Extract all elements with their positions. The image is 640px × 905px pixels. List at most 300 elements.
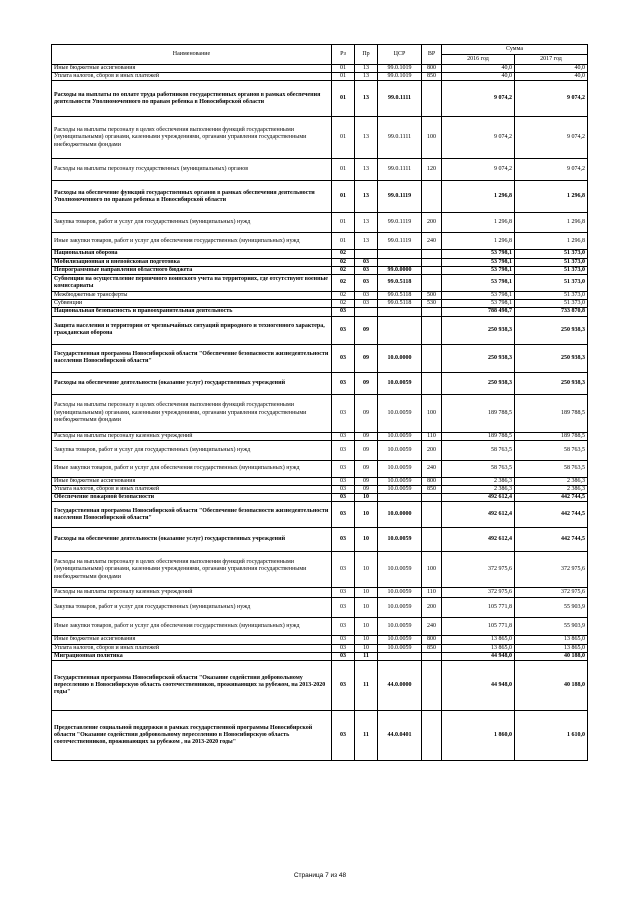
cell-vr	[422, 711, 442, 761]
cell-pr: 13	[355, 65, 378, 73]
table-row	[52, 618, 588, 636]
cell-vr: 530	[422, 300, 442, 308]
cell-csr: 99.0.1111	[378, 81, 422, 117]
table-row	[52, 552, 588, 588]
cell-sum-2017: 372 975,6	[515, 588, 588, 598]
header-year-2017: 2017 год	[515, 55, 588, 65]
cell-sum-2016: 53 798,1	[442, 266, 515, 274]
cell-vr	[422, 652, 442, 660]
cell-rz: 03	[332, 636, 355, 644]
cell-sum-2017: 51 373,0	[515, 275, 588, 292]
cell-pr: 13	[355, 73, 378, 81]
cell-sum-2016: 492 612,4	[442, 502, 515, 528]
budget-table-container	[51, 44, 587, 761]
header-name: Наименование	[52, 45, 332, 65]
cell-vr: 850	[422, 486, 442, 494]
cell-csr	[378, 250, 422, 258]
cell-sum-2017: 1 610,0	[515, 711, 588, 761]
cell-name: Государственная программа Новосибирской области "Обеспечение безопасности жизнедеятельности населения Новосибирской области"	[52, 344, 332, 372]
cell-sum-2016: 1 860,0	[442, 711, 515, 761]
cell-rz: 03	[332, 644, 355, 652]
cell-csr: 99.0.5118	[378, 300, 422, 308]
cell-sum-2017: 1 296,8	[515, 213, 588, 233]
cell-rz: 03	[332, 528, 355, 552]
cell-vr: 120	[422, 159, 442, 181]
page-number: Страница 7 из 48	[293, 872, 347, 879]
cell-rz: 02	[332, 275, 355, 292]
cell-sum-2017: 13 865,0	[515, 644, 588, 652]
cell-vr	[422, 81, 442, 117]
cell-csr: 10.0.0059	[378, 644, 422, 652]
cell-rz: 03	[332, 316, 355, 344]
cell-rz: 03	[332, 432, 355, 440]
cell-pr: 09	[355, 432, 378, 440]
cell-rz: 03	[332, 394, 355, 432]
cell-name: Закупка товаров, работ и услуг для государственных (муниципальных) нужд	[52, 440, 332, 460]
cell-sum-2016: 2 386,3	[442, 477, 515, 485]
cell-sum-2017: 1 296,8	[515, 233, 588, 250]
cell-sum-2016: 372 975,6	[442, 588, 515, 598]
cell-sum-2016: 189 788,5	[442, 432, 515, 440]
header-pr: Пр	[355, 45, 378, 65]
table-row	[52, 432, 588, 440]
cell-pr: 03	[355, 300, 378, 308]
cell-sum-2017: 250 938,3	[515, 344, 588, 372]
cell-name: Иные бюджетные ассигнования	[52, 477, 332, 485]
cell-csr: 99.0.1111	[378, 159, 422, 181]
cell-name: Предоставление социальной поддержки в рамках государственной программы Новосибирской области "Оказание содействия добровольному переселению в Новосибирскую область соотечественников, проживающих за рубежом , на 2013-2020 годы"	[52, 711, 332, 761]
header-sum: Сумма	[442, 45, 588, 55]
cell-sum-2016: 250 938,3	[442, 344, 515, 372]
cell-csr: 99.0.0000	[378, 266, 422, 274]
table-row	[52, 308, 588, 316]
cell-name: Расходы на выплаты по оплате труда работников государственных органов в рамках обеспечения деятельности Уполномоченного по правам ребенка в Новосибирской области	[52, 81, 332, 117]
table-row	[52, 181, 588, 213]
cell-rz: 01	[332, 181, 355, 213]
cell-sum-2017: 40 188,0	[515, 652, 588, 660]
cell-rz: 03	[332, 711, 355, 761]
cell-csr: 10.0.0059	[378, 528, 422, 552]
cell-rz: 03	[332, 308, 355, 316]
cell-csr: 10.0.0059	[378, 440, 422, 460]
cell-sum-2016: 105 771,8	[442, 618, 515, 636]
cell-sum-2016: 53 798,1	[442, 300, 515, 308]
cell-name: Расходы на выплаты персоналу казенных учреждений	[52, 432, 332, 440]
cell-sum-2016: 53 798,1	[442, 250, 515, 258]
cell-sum-2016: 492 612,4	[442, 494, 515, 502]
cell-rz: 02	[332, 258, 355, 266]
cell-rz: 03	[332, 460, 355, 477]
cell-csr	[378, 652, 422, 660]
table-row	[52, 711, 588, 761]
table-row	[52, 477, 588, 485]
table-row	[52, 81, 588, 117]
cell-sum-2017: 51 373,0	[515, 250, 588, 258]
cell-pr: 03	[355, 258, 378, 266]
cell-sum-2017: 51 373,0	[515, 258, 588, 266]
cell-name: Расходы на выплаты персоналу в целях обеспечения выполнения функций государственными (муниципальными) органами, казенными учреждениями, органами управления государственными внебюджетными фондами	[52, 552, 332, 588]
cell-sum-2017: 9 074,2	[515, 159, 588, 181]
cell-csr: 99.0.1119	[378, 233, 422, 250]
cell-rz: 03	[332, 344, 355, 372]
cell-rz: 02	[332, 292, 355, 300]
cell-pr: 10	[355, 502, 378, 528]
cell-name: Обеспечение пожарной безопасности	[52, 494, 332, 502]
cell-sum-2016: 58 763,5	[442, 440, 515, 460]
cell-vr: 200	[422, 598, 442, 618]
cell-vr: 200	[422, 440, 442, 460]
cell-pr: 13	[355, 81, 378, 117]
cell-csr: 10.0.0000	[378, 502, 422, 528]
cell-sum-2016: 58 763,5	[442, 460, 515, 477]
cell-pr: 09	[355, 316, 378, 344]
cell-vr: 240	[422, 460, 442, 477]
cell-sum-2016: 372 975,6	[442, 552, 515, 588]
cell-name: Иные бюджетные ассигнования	[52, 636, 332, 644]
table-row	[52, 394, 588, 432]
cell-sum-2016: 1 296,8	[442, 213, 515, 233]
cell-name: Государственная программа Новосибирской области "Обеспечение безопасности жизнедеятельности населения Новосибирской области"	[52, 502, 332, 528]
cell-vr: 240	[422, 233, 442, 250]
cell-csr: 99.0.1119	[378, 181, 422, 213]
cell-vr: 500	[422, 292, 442, 300]
cell-sum-2016: 53 798,1	[442, 292, 515, 300]
table-row	[52, 73, 588, 81]
cell-rz: 01	[332, 81, 355, 117]
cell-pr: 09	[355, 372, 378, 394]
cell-sum-2017: 189 788,5	[515, 432, 588, 440]
cell-name: Закупка товаров, работ и услуг для государственных (муниципальных) нужд	[52, 213, 332, 233]
cell-sum-2016: 13 865,0	[442, 636, 515, 644]
table-row	[52, 372, 588, 394]
cell-sum-2017: 442 744,5	[515, 494, 588, 502]
cell-vr	[422, 661, 442, 711]
cell-rz: 03	[332, 494, 355, 502]
cell-sum-2017: 51 373,0	[515, 266, 588, 274]
cell-vr	[422, 372, 442, 394]
cell-rz: 03	[332, 477, 355, 485]
header-rz: Рз	[332, 45, 355, 65]
header-csr: ЦСР	[378, 45, 422, 65]
cell-sum-2016: 1 296,8	[442, 181, 515, 213]
cell-sum-2016: 250 938,3	[442, 372, 515, 394]
table-row	[52, 486, 588, 494]
cell-pr: 10	[355, 618, 378, 636]
cell-csr: 99.0.1019	[378, 73, 422, 81]
cell-rz: 03	[332, 598, 355, 618]
table-row	[52, 598, 588, 618]
cell-name: Мобилизационная и вневойсковая подготовка	[52, 258, 332, 266]
cell-sum-2016: 13 865,0	[442, 644, 515, 652]
cell-name: Иные закупки товаров, работ и услуг для обеспечения государственных (муниципальных) нужд	[52, 460, 332, 477]
cell-sum-2016: 788 498,7	[442, 308, 515, 316]
cell-sum-2016: 189 788,5	[442, 394, 515, 432]
cell-pr: 10	[355, 644, 378, 652]
cell-name: Государственная программа Новосибирской области "Оказание содействия добровольному переселению в Новосибирскую область соотечественников, проживающих за рубежом, на 2013-2020 годы"	[52, 661, 332, 711]
cell-name: Иные закупки товаров, работ и услуг для обеспечения государственных (муниципальных) нужд	[52, 233, 332, 250]
cell-csr	[378, 258, 422, 266]
cell-rz: 01	[332, 65, 355, 73]
table-row	[52, 275, 588, 292]
cell-vr	[422, 250, 442, 258]
cell-rz: 03	[332, 372, 355, 394]
cell-name: Расходы на обеспечение деятельности (оказание услуг) государственных учреждений	[52, 372, 332, 394]
table-body	[52, 65, 588, 761]
cell-sum-2017: 733 870,8	[515, 308, 588, 316]
cell-rz: 03	[332, 552, 355, 588]
cell-name: Уплата налогов, сборов и иных платежей	[52, 644, 332, 652]
cell-name: Расходы на выплаты персоналу в целях обеспечения выполнения функций государственными (муниципальными) органами, казенными учреждениями, органами управления государственными внебюджетными фондами	[52, 394, 332, 432]
cell-vr: 100	[422, 117, 442, 159]
table-row	[52, 117, 588, 159]
cell-sum-2016: 44 948,0	[442, 652, 515, 660]
cell-pr: 09	[355, 344, 378, 372]
cell-rz: 03	[332, 618, 355, 636]
cell-name: Национальная оборона	[52, 250, 332, 258]
cell-rz: 03	[332, 661, 355, 711]
cell-csr: 10.0.0000	[378, 344, 422, 372]
table-row	[52, 652, 588, 660]
cell-pr: 10	[355, 552, 378, 588]
cell-csr: 10.0.0059	[378, 477, 422, 485]
cell-vr: 850	[422, 644, 442, 652]
cell-pr: 11	[355, 661, 378, 711]
cell-csr: 10.0.0059	[378, 598, 422, 618]
cell-pr: 03	[355, 275, 378, 292]
cell-sum-2017: 40 188,0	[515, 661, 588, 711]
cell-rz: 03	[332, 502, 355, 528]
cell-csr: 10.0.0059	[378, 394, 422, 432]
cell-vr: 850	[422, 73, 442, 81]
cell-pr: 09	[355, 440, 378, 460]
table-row	[52, 636, 588, 644]
cell-name: Защита населения и территории от чрезвычайных ситуаций природного и техногенного характера, гражданская оборона	[52, 316, 332, 344]
table-row	[52, 213, 588, 233]
table-row	[52, 588, 588, 598]
cell-csr: 10.0.0059	[378, 552, 422, 588]
cell-sum-2016: 9 074,2	[442, 117, 515, 159]
cell-pr	[355, 308, 378, 316]
cell-sum-2016: 250 938,3	[442, 316, 515, 344]
cell-csr: 10.0.0059	[378, 486, 422, 494]
cell-sum-2017: 55 903,9	[515, 618, 588, 636]
cell-pr: 09	[355, 486, 378, 494]
cell-sum-2016: 40,0	[442, 65, 515, 73]
cell-vr	[422, 316, 442, 344]
cell-sum-2016: 53 798,1	[442, 258, 515, 266]
cell-csr	[378, 308, 422, 316]
cell-name: Расходы на выплаты персоналу казенных учреждений	[52, 588, 332, 598]
cell-name: Расходы на обеспечение функций государственных органов в рамках обеспечения деятельности Уполномоченного по правам ребенка в Новосибирской области	[52, 181, 332, 213]
cell-vr	[422, 181, 442, 213]
cell-rz: 03	[332, 588, 355, 598]
cell-pr: 10	[355, 494, 378, 502]
cell-sum-2017: 1 296,8	[515, 181, 588, 213]
cell-name: Субвенции	[52, 300, 332, 308]
cell-pr: 10	[355, 636, 378, 644]
table-row	[52, 528, 588, 552]
budget-table	[51, 44, 588, 761]
cell-pr: 09	[355, 460, 378, 477]
cell-sum-2017: 250 938,3	[515, 372, 588, 394]
cell-csr: 10.0.0059	[378, 460, 422, 477]
cell-csr: 99.0.1119	[378, 213, 422, 233]
cell-sum-2017: 189 788,5	[515, 394, 588, 432]
table-row	[52, 661, 588, 711]
cell-name: Уплата налогов, сборов и иных платежей	[52, 73, 332, 81]
cell-vr	[422, 502, 442, 528]
table-row	[52, 300, 588, 308]
cell-vr	[422, 494, 442, 502]
table-row	[52, 233, 588, 250]
cell-pr: 11	[355, 711, 378, 761]
cell-csr: 10.0.0059	[378, 618, 422, 636]
table-row	[52, 292, 588, 300]
cell-name: Иные бюджетные ассигнования	[52, 65, 332, 73]
table-row	[52, 159, 588, 181]
cell-sum-2017: 13 865,0	[515, 636, 588, 644]
table-row	[52, 250, 588, 258]
cell-sum-2017: 372 975,6	[515, 552, 588, 588]
cell-sum-2016: 40,0	[442, 73, 515, 81]
cell-vr: 240	[422, 618, 442, 636]
cell-csr: 99.0.1111	[378, 117, 422, 159]
cell-name: Расходы на выплаты персоналу государственных (муниципальных) органов	[52, 159, 332, 181]
cell-vr	[422, 528, 442, 552]
cell-vr: 100	[422, 552, 442, 588]
cell-pr: 03	[355, 266, 378, 274]
cell-csr: 44.0.0000	[378, 661, 422, 711]
cell-name: Национальная безопасность и правоохранительная деятельность	[52, 308, 332, 316]
cell-csr	[378, 494, 422, 502]
cell-pr: 13	[355, 233, 378, 250]
cell-name: Субвенции на осуществление первичного воинского учета на территориях, где отсутствуют военные комиссариаты	[52, 275, 332, 292]
cell-csr: 44.0.0401	[378, 711, 422, 761]
cell-pr: 10	[355, 598, 378, 618]
cell-name: Закупка товаров, работ и услуг для государственных (муниципальных) нужд	[52, 598, 332, 618]
cell-sum-2017: 40,0	[515, 65, 588, 73]
cell-pr	[355, 250, 378, 258]
cell-sum-2017: 2 386,3	[515, 477, 588, 485]
cell-vr: 110	[422, 432, 442, 440]
cell-rz: 03	[332, 652, 355, 660]
table-row	[52, 344, 588, 372]
cell-rz: 02	[332, 250, 355, 258]
cell-sum-2017: 442 744,5	[515, 502, 588, 528]
cell-csr: 10.0.0059	[378, 636, 422, 644]
cell-sum-2016: 1 296,8	[442, 233, 515, 250]
cell-pr: 09	[355, 477, 378, 485]
cell-rz: 03	[332, 440, 355, 460]
cell-rz: 01	[332, 233, 355, 250]
cell-pr: 13	[355, 117, 378, 159]
header-year-2016: 2016 год	[442, 55, 515, 65]
cell-sum-2016: 492 612,4	[442, 528, 515, 552]
cell-sum-2016: 9 074,2	[442, 159, 515, 181]
cell-vr: 800	[422, 636, 442, 644]
cell-rz: 03	[332, 486, 355, 494]
cell-sum-2017: 51 373,0	[515, 300, 588, 308]
cell-sum-2017: 40,0	[515, 73, 588, 81]
cell-vr: 100	[422, 394, 442, 432]
table-row	[52, 440, 588, 460]
cell-sum-2016: 105 771,8	[442, 598, 515, 618]
table-row	[52, 266, 588, 274]
cell-sum-2017: 2 386,3	[515, 486, 588, 494]
cell-csr	[378, 316, 422, 344]
cell-sum-2016: 2 386,3	[442, 486, 515, 494]
cell-sum-2017: 58 763,5	[515, 440, 588, 460]
table-row	[52, 494, 588, 502]
cell-pr: 10	[355, 528, 378, 552]
cell-csr: 10.0.0059	[378, 432, 422, 440]
cell-sum-2017: 250 938,3	[515, 316, 588, 344]
cell-name: Уплата налогов, сборов и иных платежей	[52, 486, 332, 494]
cell-rz: 02	[332, 300, 355, 308]
cell-sum-2017: 58 763,5	[515, 460, 588, 477]
cell-rz: 01	[332, 117, 355, 159]
cell-vr: 200	[422, 213, 442, 233]
cell-sum-2016: 53 798,1	[442, 275, 515, 292]
cell-name: Иные закупки товаров, работ и услуг для обеспечения государственных (муниципальных) нужд	[52, 618, 332, 636]
cell-name: Миграционная политика	[52, 652, 332, 660]
cell-pr: 13	[355, 159, 378, 181]
cell-pr: 09	[355, 394, 378, 432]
cell-vr: 110	[422, 588, 442, 598]
cell-pr: 11	[355, 652, 378, 660]
cell-name: Расходы на выплаты персоналу в целях обеспечения выполнения функций государственными (муниципальными) органами, казенными учреждениями, органами управления государственными внебюджетными фондами	[52, 117, 332, 159]
table-row	[52, 460, 588, 477]
table-row	[52, 502, 588, 528]
cell-sum-2017: 442 744,5	[515, 528, 588, 552]
cell-sum-2017: 51 373,0	[515, 292, 588, 300]
cell-name: Межбюджетные трансферты	[52, 292, 332, 300]
cell-vr	[422, 308, 442, 316]
cell-sum-2016: 9 074,2	[442, 81, 515, 117]
cell-sum-2017: 9 074,2	[515, 117, 588, 159]
cell-csr: 99.0.5118	[378, 292, 422, 300]
cell-csr: 99.0.5118	[378, 275, 422, 292]
cell-pr: 03	[355, 292, 378, 300]
table-row	[52, 65, 588, 73]
cell-name: Расходы на обеспечение деятельности (оказание услуг) государственных учреждений	[52, 528, 332, 552]
cell-pr: 13	[355, 213, 378, 233]
cell-rz: 01	[332, 213, 355, 233]
cell-pr: 10	[355, 588, 378, 598]
table-row	[52, 644, 588, 652]
cell-vr: 800	[422, 477, 442, 485]
table-row	[52, 258, 588, 266]
cell-pr: 13	[355, 181, 378, 213]
header-vr: ВР	[422, 45, 442, 65]
cell-rz: 01	[332, 73, 355, 81]
cell-sum-2017: 55 903,9	[515, 598, 588, 618]
cell-vr	[422, 266, 442, 274]
cell-rz: 02	[332, 266, 355, 274]
cell-sum-2016: 44 948,0	[442, 661, 515, 711]
cell-vr: 800	[422, 65, 442, 73]
cell-csr: 10.0.0059	[378, 588, 422, 598]
cell-name: Непрограммные направления областного бюджета	[52, 266, 332, 274]
cell-csr: 10.0.0059	[378, 372, 422, 394]
cell-vr	[422, 275, 442, 292]
cell-rz: 01	[332, 159, 355, 181]
cell-csr: 99.0.1019	[378, 65, 422, 73]
table-row	[52, 316, 588, 344]
cell-vr	[422, 258, 442, 266]
cell-sum-2017: 9 074,2	[515, 81, 588, 117]
cell-vr	[422, 344, 442, 372]
